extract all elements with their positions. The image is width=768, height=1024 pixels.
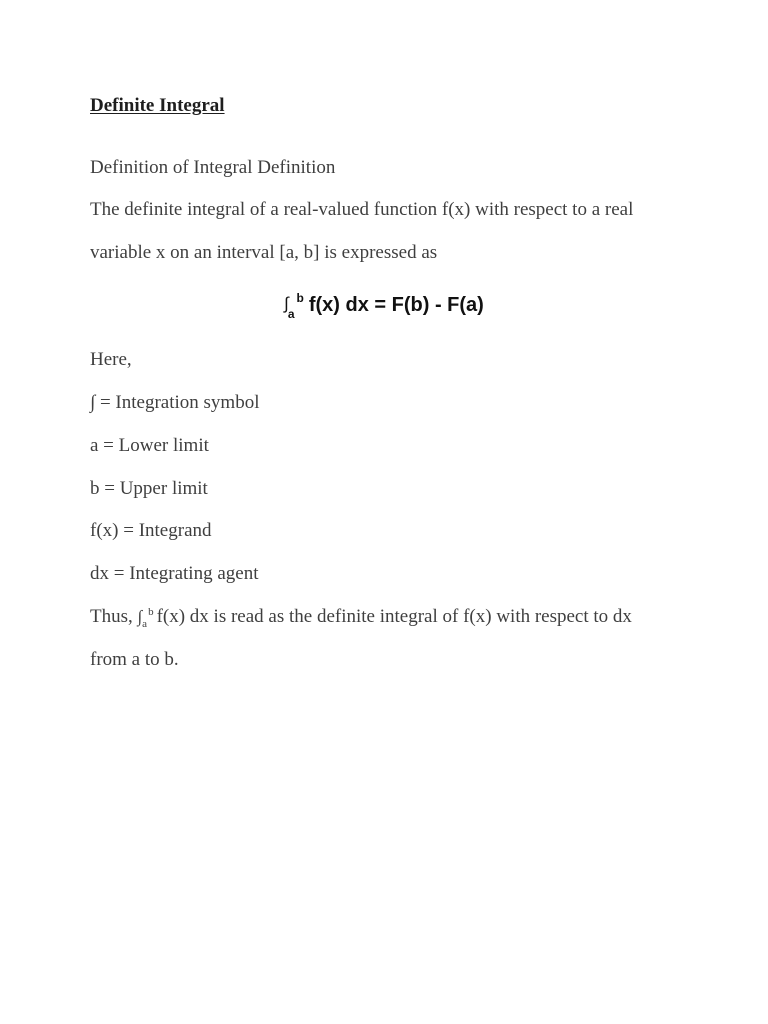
here-label: Here,	[90, 349, 132, 370]
inline-lower-limit: a	[142, 618, 148, 630]
formula-body: f(x) dx = F(b) - F(a)	[308, 294, 484, 316]
definition-integrating-agent: dx = Integrating agent	[90, 563, 259, 584]
section-subtitle: Definition of Integral Definition	[90, 157, 336, 178]
conclusion-line-1	[90, 606, 632, 630]
conclusion-rest: f(x) dx is read as the definite integral of f(x) with respect to dx	[156, 606, 632, 627]
integral-symbol-icon: ∫	[284, 294, 289, 313]
definition-lower-limit: a = Lower limit	[90, 435, 209, 456]
intro-paragraph-line-2: variable x on an interval [a, b] is expressed as	[90, 242, 438, 263]
document-title: Definite Integral	[90, 95, 225, 116]
definition-integrand: f(x) = Integrand	[90, 520, 212, 541]
formula-upper-limit: b	[296, 291, 304, 305]
definition-integration-symbol: ∫ = Integration symbol	[90, 392, 260, 413]
definition-upper-limit: b = Upper limit	[90, 478, 208, 499]
inline-integral-symbol-icon: ∫	[137, 607, 143, 626]
inline-upper-limit: b	[148, 606, 154, 618]
conclusion-prefix: Thus,	[90, 606, 138, 627]
formula-lower-limit: a	[287, 307, 295, 321]
definite-integral-formula	[0, 292, 768, 320]
conclusion-line-2: from a to b.	[90, 649, 179, 670]
intro-paragraph-line-1: The definite integral of a real-valued function f(x) with respect to a real	[90, 199, 634, 220]
